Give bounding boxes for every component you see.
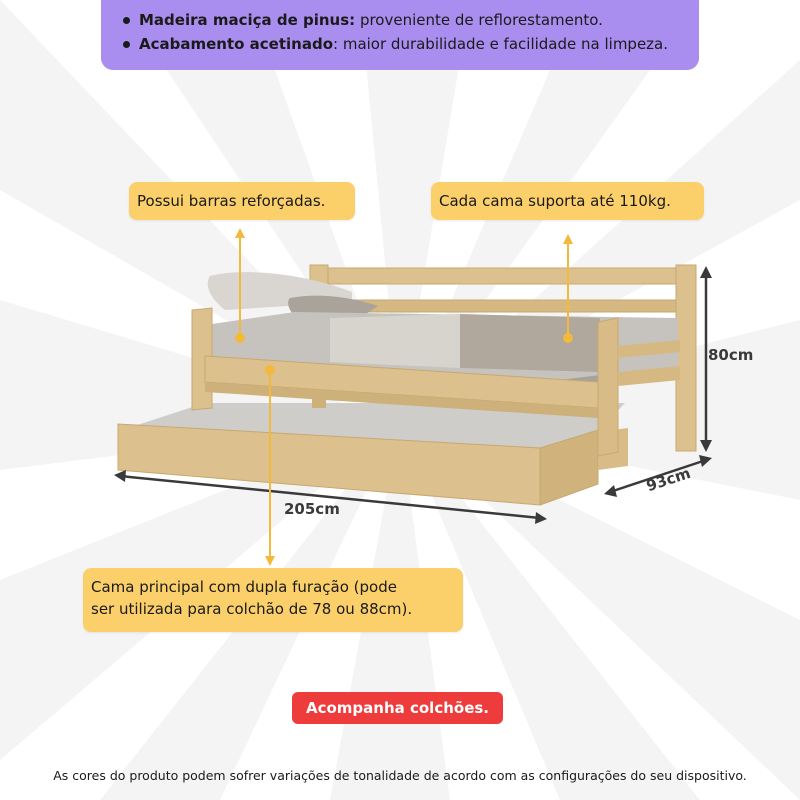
trundle-bed [118, 403, 628, 505]
color-disclaimer: As cores do produto podem sofrer variações de tonalidade de acordo com as configurações do seu dispositivo. [53, 768, 747, 783]
callout-double-drilling [83, 568, 463, 632]
mattress-included-badge [292, 692, 503, 724]
dimension-depth-label: 93cm [644, 463, 693, 496]
callout-reinforced-bars-text: Possui barras reforçadas. [137, 192, 326, 210]
callout-weight-support [431, 182, 704, 220]
dimension-height-label: 80cm [708, 346, 754, 364]
callout-reinforced-bars [129, 182, 355, 220]
mattress-included-text: Acompanha colchões. [305, 699, 489, 717]
feature-finish-title: Acabamento acetinado [139, 35, 334, 53]
feature-finish-text: : maior durabilidade e facilidade na limpeza. [333, 35, 669, 53]
callout-double-drilling-line2: ser utilizada para colchão de 78 ou 88cm). [91, 600, 413, 618]
callout-double-drilling-line1: Cama principal com dupla furação (pode [91, 578, 397, 596]
callout-weight-support-text: Cada cama suporta até 110kg. [439, 192, 671, 210]
feature-wood-text: proveniente de reflorestamento. [355, 11, 603, 29]
dimension-length-label: 205cm [284, 500, 340, 518]
feature-wood-title: Madeira maciça de pinus: [139, 11, 356, 29]
